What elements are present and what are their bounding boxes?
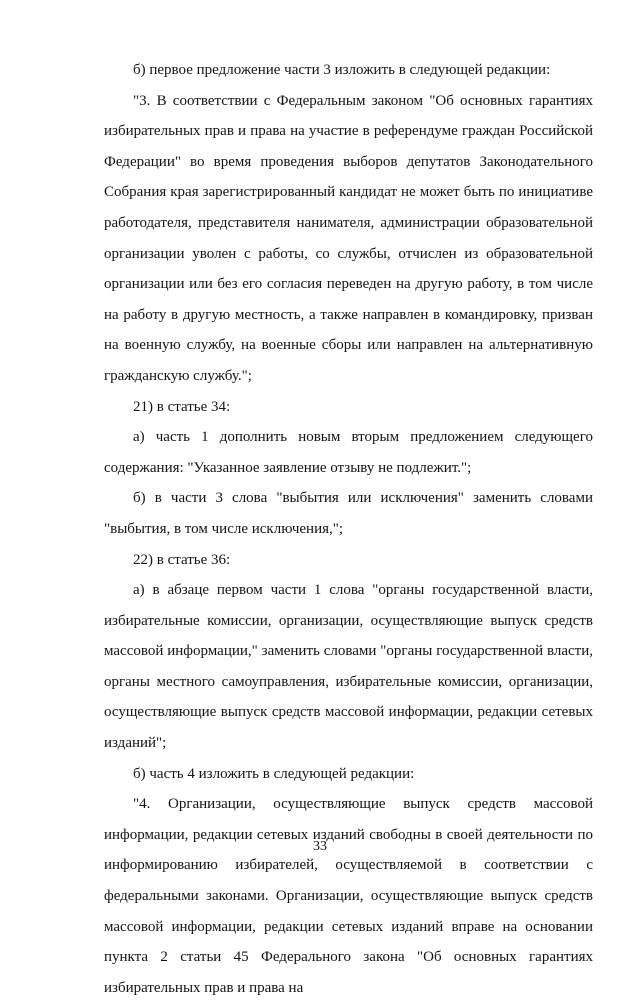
page-number: 33 xyxy=(313,839,327,854)
paragraph-part4-text: "4. Организации, осуществляющие выпуск средств массовой информации, редакции сетевых изданий свободны в своей деятельности по информированию избирателей, осуществляемой в соответствии с федеральными законами. Организации, осуществляющие выпуск средств массовой информации, редакции сетевых изданий вправе на основании пункта 2 статьи 45 Федерального закона "Об основных гарантиях избирательных прав и права на xyxy=(104,796,593,996)
paragraph-part3-intro: б) первое предложение части 3 изложить в следующей редакции: xyxy=(133,62,551,78)
paragraph-article36-heading: 22) в статье 36: xyxy=(133,551,231,568)
paragraph-article36-b: б) часть 4 изложить в следующей редакции: xyxy=(133,765,415,782)
paragraph-article34-a: а) часть 1 дополнить новым вторым предложением следующего содержания: "Указанное заявление отзыву не подлежит."; xyxy=(104,429,593,476)
document-body xyxy=(104,55,593,1003)
paragraph-part3-text: "3. В соответствии с Федеральным законом "Об основных гарантиях избирательных прав и права на участие в референдуме граждан Российской Федерации" во время проведения выборов депутатов Законодательного Собрания края зарегистрированный кандидат не может быть по инициативе работодателя, представителя нанимателя, администрации образовательной организации уволен с работы, со службы, отчислен из образовательной организации или без его согласия переведен на другую работу, в том числе на работу в другую местность, а также направлен в командировку, призван на военную службу, на военные сборы или направлен на альтернативную гражданскую службу."; xyxy=(104,92,593,384)
paragraph-article34-b: б) в части 3 слова "выбытия или исключения" заменить словами "выбытия, в том числе исключения,"; xyxy=(104,490,593,537)
paragraph-article34-heading: 21) в статье 34: xyxy=(133,398,231,415)
paragraph-article36-a: а) в абзаце первом части 1 слова "органы государственной власти, избирательные комиссии, организации, осуществляющие выпуск средств массовой информации," заменить словами "органы государственной власти, органы местного самоуправления, избирательные комиссии, организации, осуществляющие выпуск средств массовой информации, редакции сетевых изданий"; xyxy=(104,582,593,752)
